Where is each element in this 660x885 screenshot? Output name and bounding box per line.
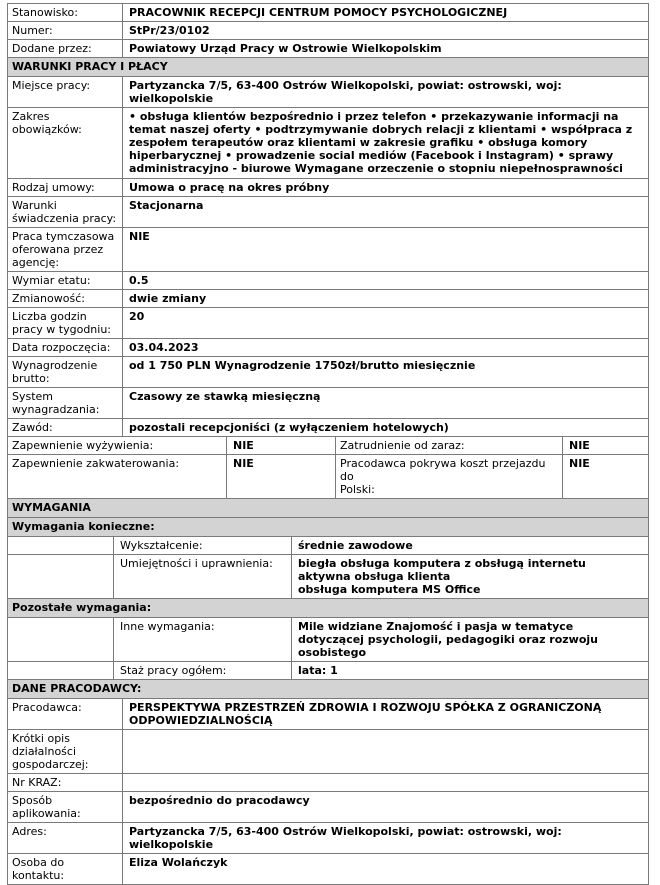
value-system: Czasowy ze stawką miesięczną <box>129 390 321 403</box>
row-umiejetnosci <box>7 555 649 599</box>
value-wyksztalcenie: średnie zawodowe <box>298 539 413 552</box>
label-miejsce: Miejsce pracy: <box>8 77 123 107</box>
value-krs <box>123 774 648 791</box>
label-pracodawca: Pracodawca: <box>8 699 123 729</box>
label-godziny: Liczba godzin pracy w tygodniu: <box>8 308 123 338</box>
subsection-header-konieczne: Wymagania konieczne: <box>8 518 648 536</box>
value-kontakt: Eliza Wolańczyk <box>129 856 228 869</box>
value-warunki-swiadczenia: Stacjonarna <box>129 199 204 212</box>
row-wymiar <box>7 272 649 290</box>
section-header-pracodawca: DANE PRACODAWCY: <box>8 680 648 698</box>
value-inne: Mile widziane Znajomość i pasja w tematyce dotyczącej psychologii, pedagogiki oraz rozwoju osobistego <box>298 620 599 659</box>
value-sposob: bezpośrednio do pracodawcy <box>129 794 310 807</box>
row-tymczasowa <box>7 228 649 272</box>
section-warunki <box>7 58 649 77</box>
row-stanowisko <box>7 3 649 22</box>
row-dodane <box>7 40 649 58</box>
value-numer: StPr/23/0102 <box>129 24 210 37</box>
indent-cell <box>8 555 114 598</box>
row-numer <box>7 22 649 40</box>
value-wyzywienie: NIE <box>227 437 336 454</box>
subsection-header-pozostale: Pozostałe wymagania: <box>8 599 648 617</box>
subsection-pozostale <box>7 599 649 618</box>
row-krs <box>7 774 649 792</box>
value-dodane: Powiatowy Urząd Pracy w Ostrowie Wielkopolskim <box>129 42 442 55</box>
value-godziny: 20 <box>129 310 145 323</box>
value-adres: Partyzancka 7/5, 63-400 Ostrów Wielkopolski, powiat: ostrowski, woj: wielkopolskie <box>129 825 562 851</box>
label-stanowisko: Stanowisko: <box>8 4 123 21</box>
label-inne: Inne wymagania: <box>114 618 292 661</box>
label-adres: Adres: <box>8 823 123 853</box>
row-zawod <box>7 419 649 437</box>
label-zakwaterowanie: Zapewnienie zakwaterowania: <box>8 455 227 498</box>
label-rodzaj: Rodzaj umowy: <box>8 179 123 196</box>
row-kontakt <box>7 854 649 885</box>
label-sposob: Sposób aplikowania: <box>8 792 123 822</box>
row-inne <box>7 618 649 662</box>
indent-cell <box>8 662 114 679</box>
label-kontakt: Osoba do kontaktu: <box>8 854 123 884</box>
value-wymiar: 0.5 <box>129 274 149 287</box>
label-zmianowosc: Zmianowość: <box>8 290 123 307</box>
job-offer-sheet <box>7 3 649 885</box>
value-przejazd: NIE <box>569 457 590 470</box>
label-wyzywienie: Zapewnienie wyżywienia: <box>8 437 227 454</box>
section-header-wymagania: WYMAGANIA <box>8 499 648 517</box>
row-pracodawca <box>7 699 649 730</box>
subsection-konieczne <box>7 518 649 537</box>
row-zmianowosc <box>7 290 649 308</box>
section-pracodawca <box>7 680 649 699</box>
label-tymczasowa: Praca tymczasowa oferowana przez agencję: <box>8 228 123 271</box>
label-opis: Krótki opis działalności gospodarczej: <box>8 730 123 773</box>
value-zawod: pozostali recepcjoniści (z wyłączeniem hotelowych) <box>129 421 449 434</box>
label-dodane: Dodane przez: <box>8 40 123 57</box>
label-data: Data rozpoczęcia: <box>8 339 123 356</box>
row-zakwaterowanie-przejazd <box>7 455 649 499</box>
label-wyksztalcenie: Wykształcenie: <box>114 537 292 554</box>
label-wynagrodzenie: Wynagrodzenie brutto: <box>8 357 123 387</box>
value-zmianowosc: dwie zmiany <box>129 292 207 305</box>
value-tymczasowa: NIE <box>129 230 150 243</box>
label-zakres: Zakres obowiązków: <box>8 108 123 178</box>
label-wymiar: Wymiar etatu: <box>8 272 123 289</box>
label-zatrudnienie: Zatrudnienie od zaraz: <box>336 437 563 454</box>
value-zatrudnienie: NIE <box>569 439 590 452</box>
label-warunki-swiadczenia: Warunki świadczenia pracy: <box>8 197 123 227</box>
row-miejsce <box>7 77 649 108</box>
section-header-warunki: WARUNKI PRACY I PŁACY <box>8 58 648 76</box>
label-umiejetnosci: Umiejętności i uprawnienia: <box>114 555 292 598</box>
row-data <box>7 339 649 357</box>
row-wynagrodzenie <box>7 357 649 388</box>
value-opis <box>123 730 648 773</box>
indent-cell <box>8 537 114 554</box>
row-rodzaj <box>7 179 649 197</box>
value-data: 03.04.2023 <box>129 341 199 354</box>
value-zakres: • obsługa klientów bezpośrednio i przez telefon • przekazywanie informacji na temat naszej oferty • podtrzymywanie dobrych relacji z klientami • współpraca z zespołem terapeutów oraz klientami w zakresie grafiku • obsługa komory hiperbarycznej • prowadzenie social mediów (Facebook i Instagram) • sprawy administracyjno - biurowe Wymagane orzeczenie o stopniu niepełnosprawności <box>129 110 633 175</box>
row-sposob <box>7 792 649 823</box>
value-stanowisko: PRACOWNIK RECEPCJI CENTRUM POMOCY PSYCHOLOGICZNEJ <box>129 6 508 19</box>
row-adres <box>7 823 649 854</box>
section-wymagania <box>7 499 649 518</box>
row-wyksztalcenie <box>7 537 649 555</box>
value-wynagrodzenie: od 1 750 PLN Wynagrodzenie 1750zł/brutto miesięcznie <box>129 359 476 372</box>
row-opis <box>7 730 649 774</box>
row-staz <box>7 662 649 680</box>
value-zakwaterowanie: NIE <box>227 455 336 498</box>
value-umiejetnosci: biegła obsługa komputera z obsługą internetu aktywna obsługa klienta obsługa komputera MS Office <box>298 557 586 596</box>
value-pracodawca: PERSPEKTYWA PRZESTRZEŃ ZDROWIA I ROZWOJU SPÓŁKA Z OGRANICZONĄ ODPOWIEDZIALNOŚCIĄ <box>129 701 602 727</box>
value-miejsce: Partyzancka 7/5, 63-400 Ostrów Wielkopolski, powiat: ostrowski, woj: wielkopolskie <box>129 79 562 105</box>
label-przejazd: Pracodawca pokrywa koszt przejazdu do Polski: <box>336 455 563 498</box>
indent-cell <box>8 618 114 661</box>
row-wyzywienie-zatrudnienie <box>7 437 649 455</box>
value-rodzaj: Umowa o pracę na okres próbny <box>129 181 330 194</box>
row-system <box>7 388 649 419</box>
row-warunki-swiadczenia <box>7 197 649 228</box>
label-zawod: Zawód: <box>8 419 123 436</box>
label-staz: Staż pracy ogółem: <box>114 662 292 679</box>
label-krs: Nr KRAZ: <box>8 774 123 791</box>
label-numer: Numer: <box>8 22 123 39</box>
value-staz: lata: 1 <box>298 664 338 677</box>
row-zakres <box>7 108 649 179</box>
label-system: System wynagradzania: <box>8 388 123 418</box>
row-godziny <box>7 308 649 339</box>
